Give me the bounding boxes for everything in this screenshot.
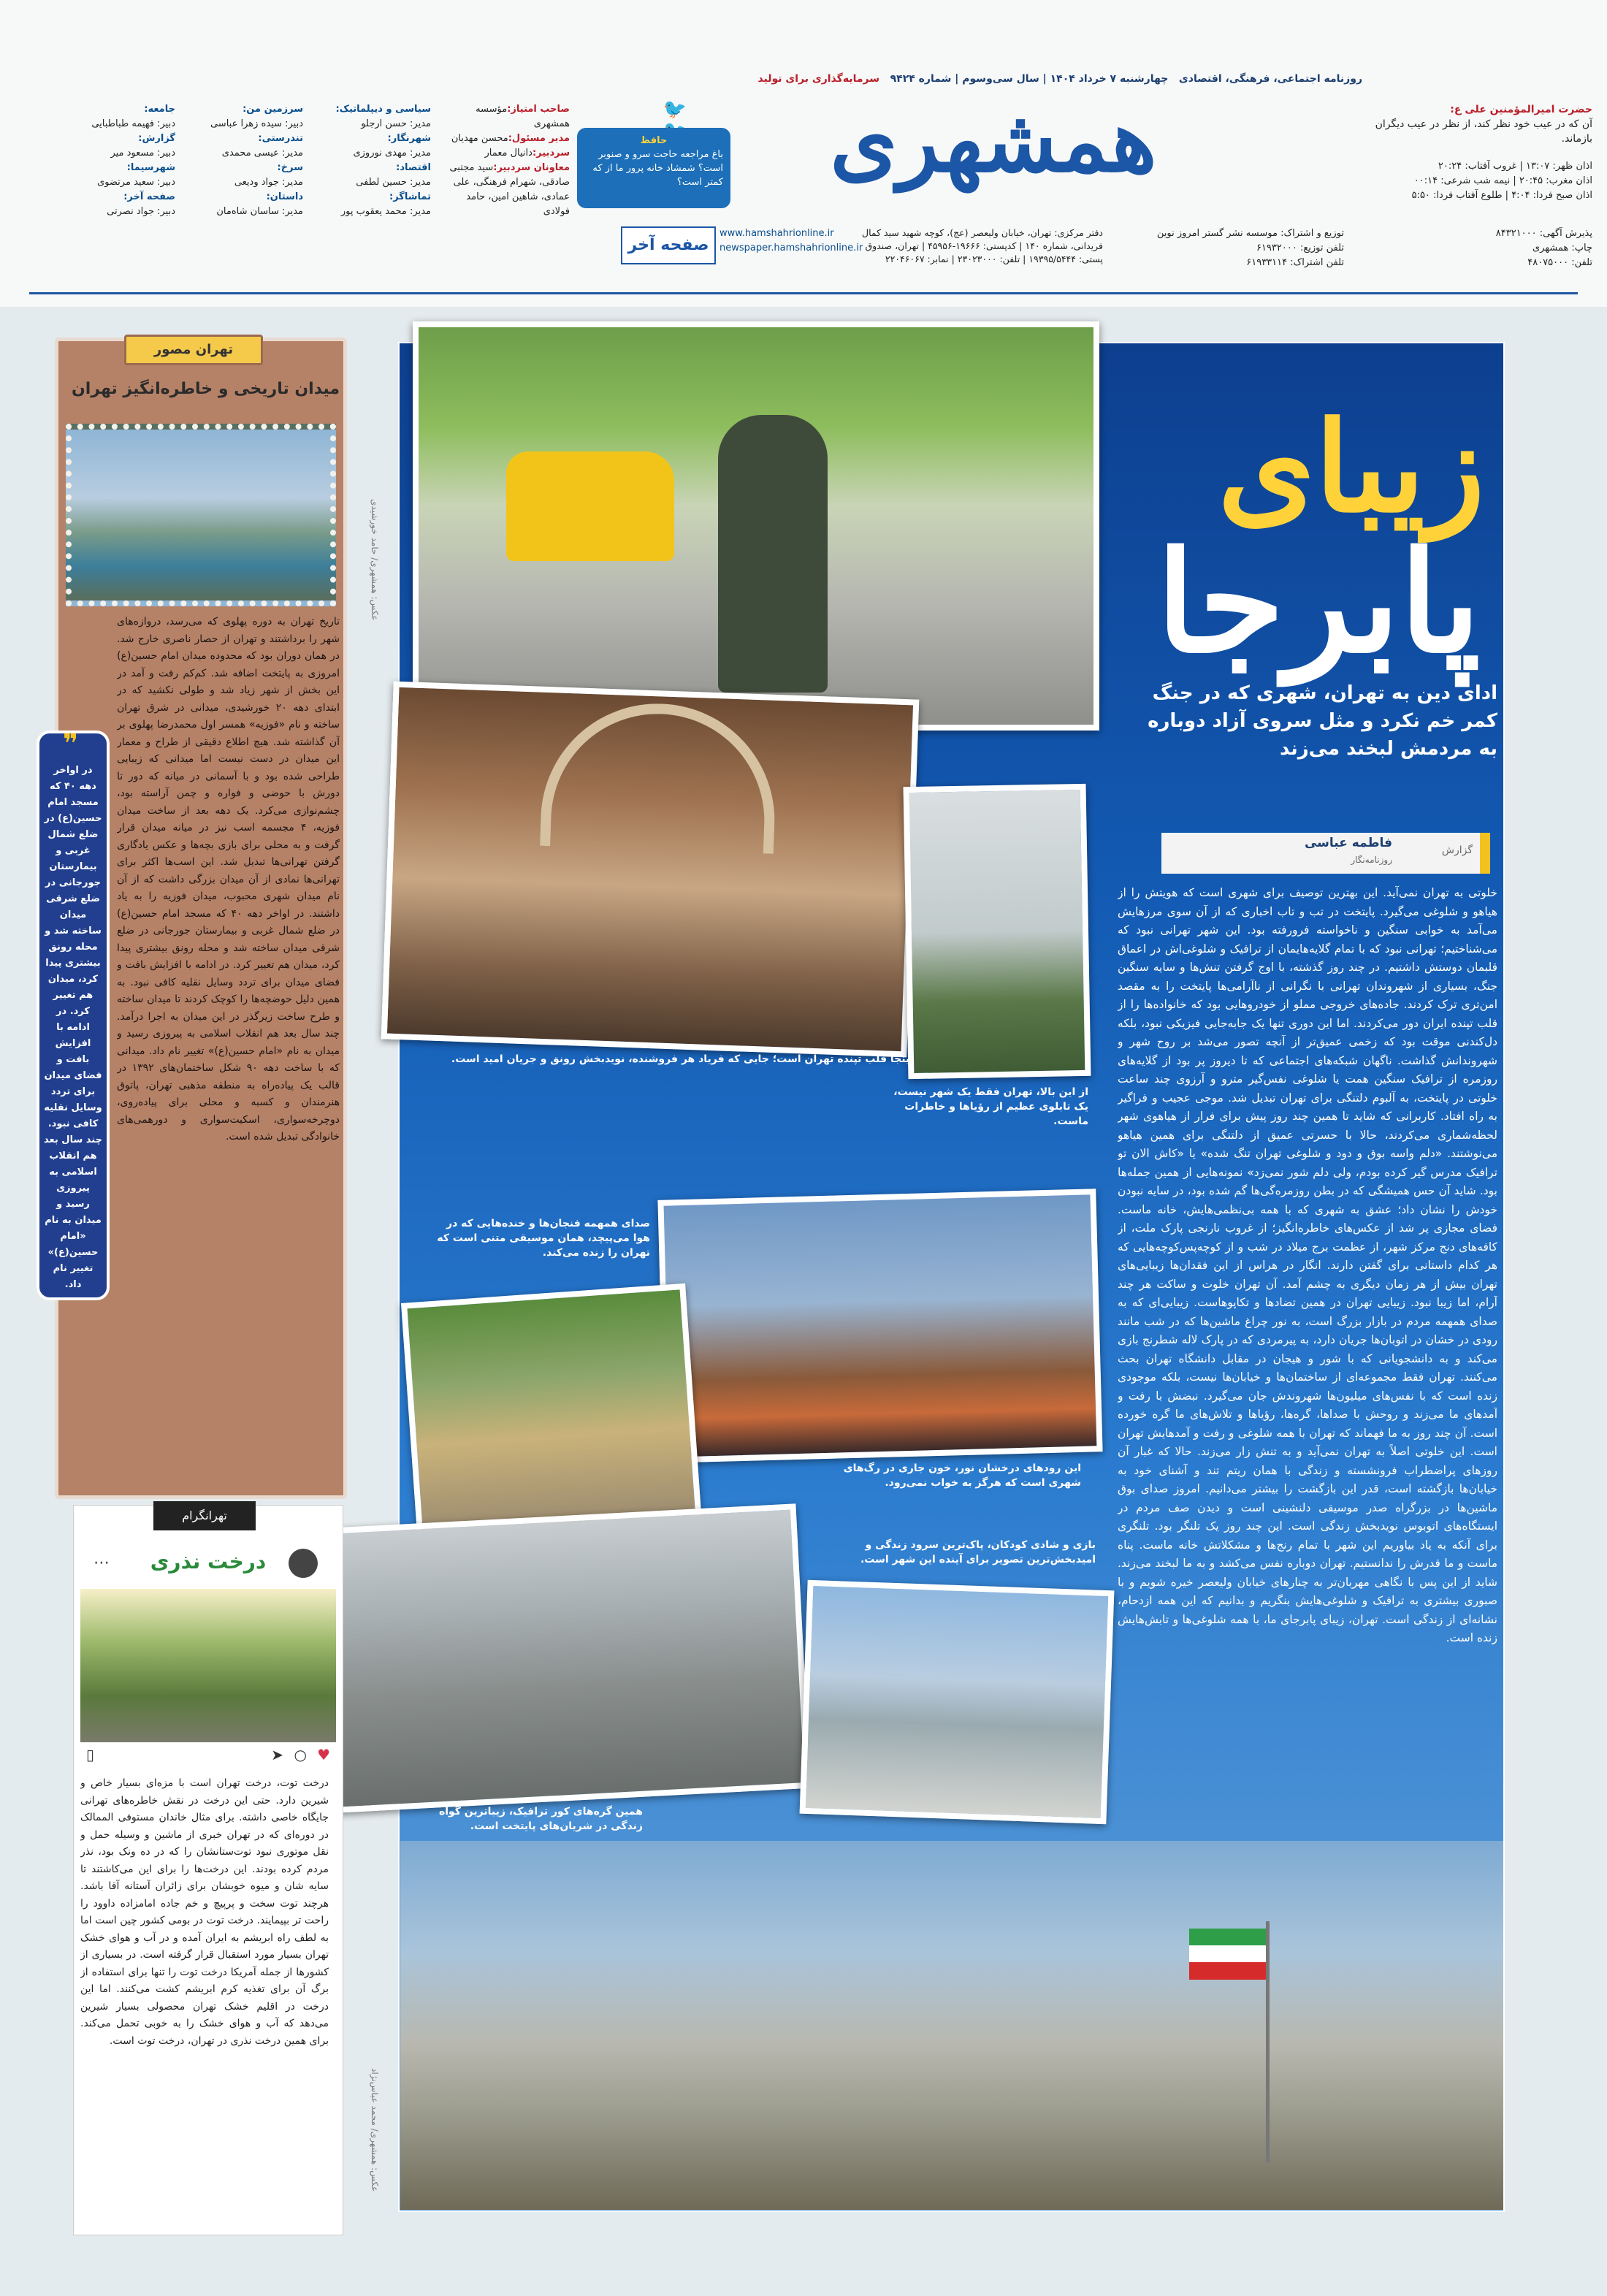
photo-kids-park [800, 1580, 1115, 1824]
header-divider [29, 292, 1578, 294]
pull-quote-text: در اواخر دهه ۴۰ که مسجد امام حسین(ع) در ضلع شمال غربی و بیمارستان جورجانی در ضلع شرقی میدان ساخته شد و محله رونق بیشتری پیدا کرد، میدان هم تغییر کرد. در ادامه با افزایش بافت و فضای میدان برای تردد وسایل نقلیه کافی نبود. چند سال بعد هم انقلاب اسلامی به پیروزی رسید و میدان به نام «امام حسین(ع)» تغییر نام داد. [44, 765, 102, 1290]
promo-title: حافظ [640, 135, 668, 146]
photo-traffic-aerial [321, 1503, 811, 1812]
author-name: فاطمه عباسی [1304, 836, 1392, 850]
comment-icon[interactable]: ○ [294, 1746, 307, 1763]
desk-name: دبیر: فهیمه طباطبایی [91, 118, 175, 129]
dist-line: توزیع و اشتراک: موسسه نشر گستر امروز نوین [1156, 228, 1344, 239]
photo-credit: عکس: همشهری/ محمد عباس‌نژاد [370, 2067, 380, 2192]
headline-line2: پابرجا [1156, 521, 1481, 684]
staff-item: مدیر مسئول:محسن مهدیان [451, 133, 570, 144]
desk-head: سیاسی و دیپلماتیک: [335, 104, 431, 115]
promo-badge: سرمایه‌گذاری برای تولید [757, 73, 879, 85]
byline [1161, 833, 1490, 874]
share-icon[interactable]: ➤ [271, 1746, 283, 1763]
staff-item: صاحب امتیاز:مؤسسه همشهری [476, 104, 570, 129]
last-page-label: صفحه آخر [621, 226, 716, 264]
caption-cafe: صدای همهمه فنجان‌ها و خنده‌هایی که در هوا می‌پیچد، همان موسیقی متنی است که تهران را زنده می‌کند. [437, 1218, 650, 1259]
flag-pole [1266, 1921, 1270, 2162]
photo-highway-night [657, 1189, 1102, 1463]
desk-head: گزارش: [138, 133, 175, 144]
ads-line: پذیرش آگهی: ۸۴۳۲۱۰۰۰ [1495, 228, 1592, 239]
flag-icon [1189, 1929, 1270, 1980]
historic-photo [66, 424, 336, 606]
desk-head: تندرستی: [258, 133, 303, 144]
desk-head: داستان: [266, 191, 303, 202]
instagram-tag: تهرانگرام [153, 1501, 256, 1530]
newspaper-logo: همشهری [830, 90, 1157, 191]
photo-bazaar [381, 682, 920, 1058]
desk-head: شهرنگار: [387, 133, 431, 144]
caption-highway: این رودهای درخشان نور، خون جاری در رگ‌های شهری است که هرگز به خواب نمی‌رود. [843, 1462, 1081, 1489]
sidebar-title: میدان تاریخی و خاطره‌انگیز تهران [71, 380, 340, 398]
desk-name: مدیر: حسن ارجلو [361, 118, 431, 129]
azan-line: اذان ظهر: ۱۳:۰۷ | غروب آفتاب: ۲۰:۲۴ [1438, 161, 1592, 172]
section-tag: تهران مصور [124, 335, 263, 365]
desk-head: صفحه آخر: [123, 191, 175, 202]
desk-name: دبیر: سعید مرتضوی [97, 177, 175, 188]
staff-item: معاونان سردبیر:سید مجتبی صادقی، شهرام فرهنگی، علی عمادی، شاهین امین، حامد فولادی [449, 162, 570, 217]
photo-accordion-street [413, 321, 1099, 731]
desk-head: شهرسیما: [126, 162, 175, 173]
desk-name: دبیر: جواد نصرتی [107, 206, 175, 217]
sidebar-body: تاریخ تهران به دوره پهلوی که می‌رسد، دروازه‌های شهر را برداشتند و تهران از حصار ناصری خارج شد. در همان دوران بود که محدوده میدان امام حسین(ع) امروزی به پایتخت اضافه شد. کم‌کم رفت و آمد در این بخش از شهر زیاد شد و طولی نکشید که در ابتدای دهه ۲۰ خورشیدی، میدانی در شرق تهران ساخته و نام «فوزیه» همسر اول محمدرضا پهلوی بر آن گذاشته شد. هیچ اطلاع دقیقی از طراح و معمار این میدان در دست نیست اما میدانی که زیبایی طراحی شده بود و با آسمانی در میانه که دور تا دورش با حوضی و فواره و چمن آراسته بود، چشم‌نوازی می‌کرد. یک دهه بعد از ساخت میدان فوزیه، ۴ مجسمه اسب نیز در میانه میدان قرار گرفت و به محلی برای بازی بچه‌ها و عکس یادگاری گرفتن تهرانی‌ها تبدیل شد. این اسب‌ها اکثر برای تهرانی‌ها نمادی از آن میدان بزرگی داشت که از آن نام میدان شهری محبوب، میدان فوزیه را به یاد داشتند. در اواخر دهه ۴۰ که مسجد امام حسین(ع) در ضلع شمال غربی و بیمارستان جورجانی در ضلع شرقی میدان ساخته شد و محله رونق بیشتری پیدا کرد، میدان هم تغییر کرد. در ادامه با افزایش بافت و فضای میدان برای تردد وسایل نقلیه کافی نبود. به همین دلیل حوضچه‌ها را کوچک کردند تا میدان ساخته و طرح ساخت زیرگذر در این میدان به اجرا درآمد. چند سال بعد هم انقلاب اسلامی به پیروزی رسید و میدان به نام «امام حسین(ع)» تغییر نام داد. میدانی که با ساخت دهه ۹۰ شکل ساختمان‌های ۱۳۹۲ در قالب یک پیاده‌راه به منطقه مذهبی تهران، پاتوق هنرمندان و کسبه و محلی برای پیاده‌روی، دوچرخه‌سواری، اسکیت‌سواری و دورهمی‌های خانوادگی تبدیل شده است. [117, 616, 340, 1143]
headline-line1: زیبای [1218, 394, 1485, 541]
desk-name: دبیر: سیده زهرا عباسی [210, 118, 303, 129]
bookmark-icon[interactable]: ▯ [86, 1746, 95, 1763]
tagline: روزنامه اجتماعی، فرهنگی، اقتصادی [1178, 73, 1362, 85]
issue-date: چهارشنبه ۷ خرداد ۱۴۰۴ | سال سی‌وسوم | شماره ۹۴۲۴ [890, 73, 1169, 85]
ads-line: تلفن: ۴۸۰۷۵۰۰۰ [1527, 257, 1592, 268]
bazaar-arch [540, 700, 779, 854]
photo-cafe-street [401, 1284, 702, 1544]
instagram-title: درخت نذری [150, 1549, 267, 1574]
caption-traffic: همین گره‌های کور ترافیک، زیباترین گواه زندگی در شریان‌های پایتخت است. [438, 1806, 643, 1832]
azan-line: اذان مغرب: ۲۰:۴۵ | نیمه شب شرعی: ۰۰:۱۴ [1413, 175, 1592, 186]
address-info [862, 226, 1103, 278]
promo-text: باغ مراجعه حاجت سرو و صنوبر است؟ شمشاد خانه پرور ما از که کمتر است؟ [592, 149, 723, 188]
azan-line: اذان صبح فردا: ۴:۰۴ | طلوع آفتاب فردا: ۵:۵۰ [1411, 190, 1592, 201]
desk-name: مدیر: حسین لطفی [356, 177, 431, 188]
instagram-body: درخت توت، درخت تهران است با مزه‌ای بسیار خاص و شیرین دارد. حتی این درخت در نقش خاطره‌های تهرانی جایگاه خاصی داشته. برای مثال خاندان مستوفی الممالک در دوره‌ای که در تهران خبری از ماشین و وسیله حمل و نقل موتوری نبود توت‌ستانشان را که در ده ونک بود، نذر مردم کرده بودند. این درخت‌ها را برای این می‌کاشتند تا سایه شان و میوه خوبشان برای زائران آستانه آقا باشد. هرچند توت سخت و پرپیچ و خم جاده امامزاده داوود را راحت تر بپیمایند. درخت توت در بومی کشور چین است اما به لطف راه ابریشم به ایران آمده و در آب و هوای خشک تهران بسیار مورد استقبال قرار گرفته است. در بسیاری از کشورها از جمله آمریکا درخت توت را تنها برای استفاده از برگ آن برای تغذیه کرم ابریشم کشت می‌کنند. اما این درخت در اقلیم خشک تهران محصولی بسیار شیرین می‌دهد که آب و هوای خشک را به خوبی تحمل می‌کند. برای همین درخت نذری در تهران، درخت توت است. [80, 1777, 329, 2047]
website-block [719, 226, 863, 270]
dist-line: تلفن اشتراک: ۶۱۹۳۳۱۱۴ [1246, 257, 1344, 268]
ads-info [1359, 226, 1592, 278]
website-link[interactable]: www.hamshahrionline.ir [719, 228, 834, 239]
quote-icon: ❞ [63, 729, 79, 759]
desk-name: مدیر: جواد ودیعی [234, 177, 303, 188]
desk-name: مدیر: مهدی نوروزی [353, 148, 431, 159]
quote-text: آن که در عیب خود نظر کند، از نظر در عیب دیگران بازماند. [1375, 118, 1592, 145]
promo-box [577, 128, 730, 208]
quote-author: حضرت امیرالمؤمنین علی ع: [1450, 104, 1592, 115]
caption-kids: بازی و شادی کودکان، پاک‌ترین سرود زندگی و امیدبخش‌ترین تصویر برای آینده این شهر است. [860, 1539, 1096, 1565]
desk-name: مدیر: ساسان شاه‌مان [216, 206, 303, 217]
desk-head: سرخ: [277, 162, 303, 173]
desk-name: مدیر: محمد یعقوب پور [340, 206, 431, 217]
photo-panorama [400, 1841, 1503, 2210]
desk-list-3 [44, 102, 175, 278]
distribution-info [1110, 226, 1344, 278]
desk-list-1 [307, 102, 431, 278]
desk-name: دبیر: مسعود میر [110, 148, 175, 159]
musician-shape [718, 415, 828, 693]
photo-credit: عکس: همشهری/ حامد خورشیدی [370, 499, 380, 621]
staff-item: سردبیر:دانیال معمار [484, 148, 570, 159]
lead-text: ادای دین به تهران، شهری که در جنگ کمر خم نکرد و مثل سروی آزاد دوباره به مردمش لبخند می‌زند [1148, 682, 1497, 760]
more-icon[interactable]: ⋯ [93, 1554, 110, 1572]
pull-quote [37, 731, 110, 1300]
address-text: دفتر مرکزی: تهران، خیابان ولیعصر (عج)، کوچه شهید سید کمال فریدانی، شماره ۱۴۰ | کدپستی: ۱۹۶۶۶-۴۵۹۵۶ | تهران، صندوق پستی: ۱۹۳۹۵/۵۴۴۴ | تلفن: ۲۳۰۲۳۰۰۰ | نمابر: ۲۲۰۴۶۰۶۷ [862, 227, 1103, 264]
staff-list [438, 102, 570, 278]
newspaper-link[interactable]: newspaper.hamshahrionline.ir [719, 243, 863, 253]
article-body: خلوتی به تهران نمی‌آید. این بهترین توصیف برای شهری است که هویتش را از هیاهو و شلوغی می‌گیرد. پایتخت در تب و تاب اخباری که از آن سوی مرزهایش می‌آمد به خوابی سنگین و ناخواسته فرورفته بود. این شهر تهرانی نبود که می‌شناختیم؛ تهرانی نبود که با تمام گلایه‌هایمان از ترافیک و شلوغی‌اش در اعماق قلبمان دوستش داشتیم. در چند روز گذشته، با اوج گرفتن تنش‌ها و سایه سنگین جنگ، بسیاری از شهروندان تهرانی با نگرانی از ناآرامی‌ها پایتخت را به مقصد امن‌تری ترک کردند. جاده‌های خروجی مملو از خودروهایی بود که خانواده‌ها را از قلب تپنده ایران دور می‌کردند. اما این دوری تنها یک جابه‌جایی فیزیکی نبود، بلکه دل‌کندنی موقت بود که زخمی عمیق‌تر از آنچه تصور می‌شد بر روح شهر و شهروندانش گذاشت. ناگهان شبکه‌های اجتماعی که تا دیروز پر بود از گلایه‌های روزمره از ترافیک سنگین همت یا شلوغی نفس‌گیر مترو و آرزوی چند ساعت خلوتی در پایتخت، به آلبوم دلتنگی برای تهران تبدیل شد. موجی عجیب و فراگیر به راه افتاد. کاربرانی که شاید تا همین چند روز پیش برای فرار از هیاهوی شهر لحظه‌شماری می‌کردند، حالا با حسرتی عمیق از دلتنگی برای همین هیاهو می‌نوشتند. «دلم واسه بوق و دود و شلوغی تهران تنگ شده» یا «کاش الان تو ترافیک مدرس گیر کرده بودم، ولی دلم شور نمی‌زد» نمونه‌هایی از همین جمله‌ها بود. شاید آن حس همیشگی که در بطن روزمره‌گی‌ها گم شده بود، در سایه نبودن خودش را نشان داد؛ عشق به شهری که با همه بی‌نظمی‌هایش، خانه ماست. فضای مجازی پر شد از عکس‌های خاطره‌انگیز؛ از غروب نارنجی پارک ملت، از کافه‌های دنج مرکز شهر، از عظمت برج میلاد در شب و از کوچه‌پس‌کوچه‌هایی که هر کدام داستانی برای گفتن دارند. انگار در هراس از این فقدان‌ها زیبایی‌های تهران بیش از هر زمان دیگری به چشم آمد. آن تهران خلوت و ساکت هر چند آرام، اما زیبا نبود. زیبایی تهران در همین تضادها و تکاپوهاست. زیبایی‌ای که به صدای همهمه مردم در بازار بزرگ است، به نور چراغ ماشین‌ها که در شب مانند رودی در خشان در اتوبان‌ها جریان دارد، به پیرمردی که در پارک لاله شطرنج بازی می‌کند و به دانشجویانی که با شور و هیجان در مقابل دانشگاه تهران بحث می‌کنند. تهران فقط مجموعه‌ای از ساختمان‌ها و خیابان‌ها نیست، بلکه موجودی زنده است که با نفس‌های میلیون‌ها شهروندش جان می‌گیرد. نبضش با رفت و آمدهای ما می‌زند و روحش با صداها، گره‌ها، رؤیاها و تلاش‌های ما گره خورده است. آن چند روز به ما فهماند که تهران با همه شلوغی و رفت و آمدهایش تهران است. این خلوتی اصلاً به تهران نمی‌آید و به تنش زار می‌زند. حالا که غبار آن روزهای پراضطراب فرونشسته و زندگی با همان ریتم تند و آشنای خود به خیابان‌ها بازگشته است، قدر این بازگشت را بیشتر می‌دانیم. امروز صدای بوق ماشین‌ها در بزرگراه صدر موسیقی دلنشینی است و دیدن صف مردم در ایستگاه‌های اتوبوس نویدبخش زندگی است. این چند روز یک تلنگر بود. تلنگری برای آنکه به یاد بیاوریم این شهر با تمام رنج‌ها و مشکلاتش خانه ماست. پناه ماست و ما قدرش را ندانستیم. تهران دوباره نفس می‌کشد و به ما لبخند می‌زند. شاید از این پس با نگاهی مهربان‌تر به چنارهای خیابان ولیعصر خیره شویم و با صبوری بیشتری به ترافیک و شلوغی‌هایش بنگریم و بدانیم که این همه ازدحام، نشانه‌ای از زندگی است. تهران، زیبای پابرجای ما، با همه شلوغی‌ها و تابش‌هایش زنده است. [1118, 886, 1497, 1644]
desk-head: اقتصاد: [396, 162, 431, 173]
desk-name: مدیر: عیسی محمدی [221, 148, 303, 159]
header-quote [1359, 102, 1592, 146]
author-role: روزنامه‌نگار [1351, 855, 1392, 865]
azan-times [1300, 159, 1592, 210]
dist-line: تلفن توزیع: ۶۱۹۳۲۰۰۰ [1256, 243, 1344, 253]
caption-city-view: از این بالا، تهران فقط یک شهر نیست، یک تابلوی عظیم از رؤیاها و خاطرات ماست. [893, 1086, 1088, 1127]
instagram-actions [80, 1746, 336, 1768]
instagram-photo [80, 1589, 336, 1742]
heart-icon[interactable]: ♥ [317, 1746, 330, 1763]
caption-bazaar: اینجا قلب تپنده تهران است؛ جایی که فریاد هر فروشنده، نویدبخش رونق و جریان امید است. [451, 1053, 913, 1065]
desk-head: تماشاگر: [389, 191, 431, 202]
birds-icon: 🐦 [663, 99, 687, 121]
taxi-shape [506, 451, 674, 561]
desk-head: جامعه: [144, 104, 175, 115]
desk-head: سرزمین من: [243, 104, 303, 115]
photo-city-view [904, 784, 1091, 1079]
ads-line: چاپ: همشهری [1532, 243, 1592, 253]
byline-label: گزارش [1441, 844, 1473, 856]
desk-list-2 [183, 102, 303, 278]
